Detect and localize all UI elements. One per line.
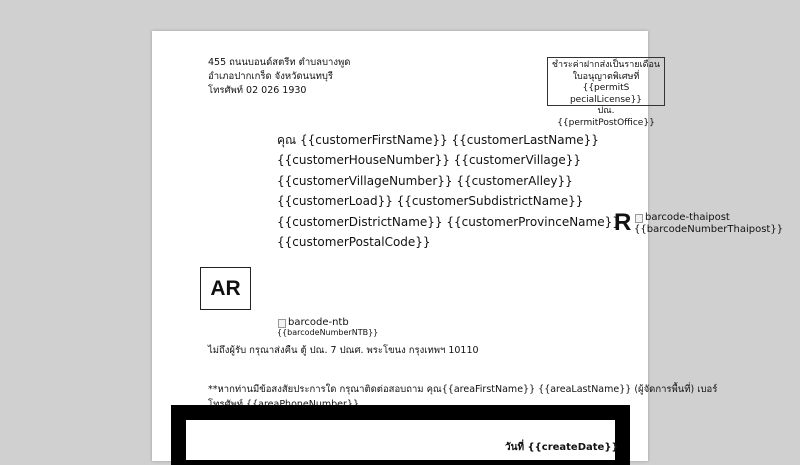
barcode-thaipost bbox=[634, 212, 783, 235]
recipient-address bbox=[277, 130, 620, 252]
sender-address-line: 455 ถนนบอนด์สตรีท ตำบลบางพูด bbox=[208, 57, 351, 68]
registered-mail-mark: R bbox=[614, 209, 632, 236]
recipient-address-line: {{customerDistrictName}} {{customerProvinceName}} bbox=[277, 214, 620, 229]
contact-note: **หากท่านมีข้อสงสัยประการใด กรุณาติดต่อสอบถาม คุณ{{areaFirstName}} {{areaLastName}} (ผู้จัดการพื้นที่) เบอร์ bbox=[208, 384, 718, 395]
barcode-ntb-number: {{barcodeNumberNTB}} bbox=[277, 328, 379, 337]
barcode-thaipost-number: {{barcodeNumberThaipost}} bbox=[634, 223, 784, 235]
return-address-note: ไม่ถึงผู้รับ กรุณาส่งคืน ตู้ ปณ. 7 ปณศ. พระโขนง กรุงเทพฯ 10110 bbox=[208, 345, 479, 356]
recipient-name: คุณ {{customerFirstName}} {{customerLastName}} bbox=[277, 133, 599, 147]
barcode-thaipost-alt: barcode-thaipost bbox=[645, 212, 730, 223]
barcode-ntb-image bbox=[277, 317, 378, 328]
postage-permit-box bbox=[547, 57, 665, 128]
permit-post-office: ปณ. {{permitPostOffice}} bbox=[557, 106, 655, 128]
barcode-ntb-alt: barcode-ntb bbox=[288, 317, 349, 328]
permit-line: ใบอนุญาตพิเศษที่ {{permitS bbox=[572, 71, 640, 93]
permit-line: ชำระค่าฝากส่งเป็นรายเดือน bbox=[551, 60, 661, 70]
permit-line: pecialLicense}} bbox=[569, 94, 643, 105]
ar-box: AR bbox=[200, 267, 251, 310]
barcode-ntb bbox=[277, 317, 378, 338]
recipient-address-line: {{customerVillageNumber}} {{customerAlley}} bbox=[277, 173, 573, 188]
broken-image-icon bbox=[634, 213, 644, 223]
letter-date: วันที่ {{createDate}} bbox=[505, 442, 619, 453]
sender-address-line: อำเภอปากเกร็ด จังหวัดนนทบุรี bbox=[208, 71, 334, 82]
sender-address bbox=[208, 56, 350, 98]
broken-image-icon bbox=[277, 318, 287, 328]
recipient-postal-code: {{customerPostalCode}} bbox=[277, 235, 431, 250]
recipient-address-line: {{customerLoad}} {{customerSubdistrictName}} bbox=[277, 194, 584, 209]
sender-phone: โทรศัพท์ 02 026 1930 bbox=[208, 85, 307, 96]
recipient-address-line: {{customerHouseNumber}} {{customerVillage}} bbox=[277, 153, 582, 168]
barcode-thaipost-image bbox=[634, 212, 783, 224]
